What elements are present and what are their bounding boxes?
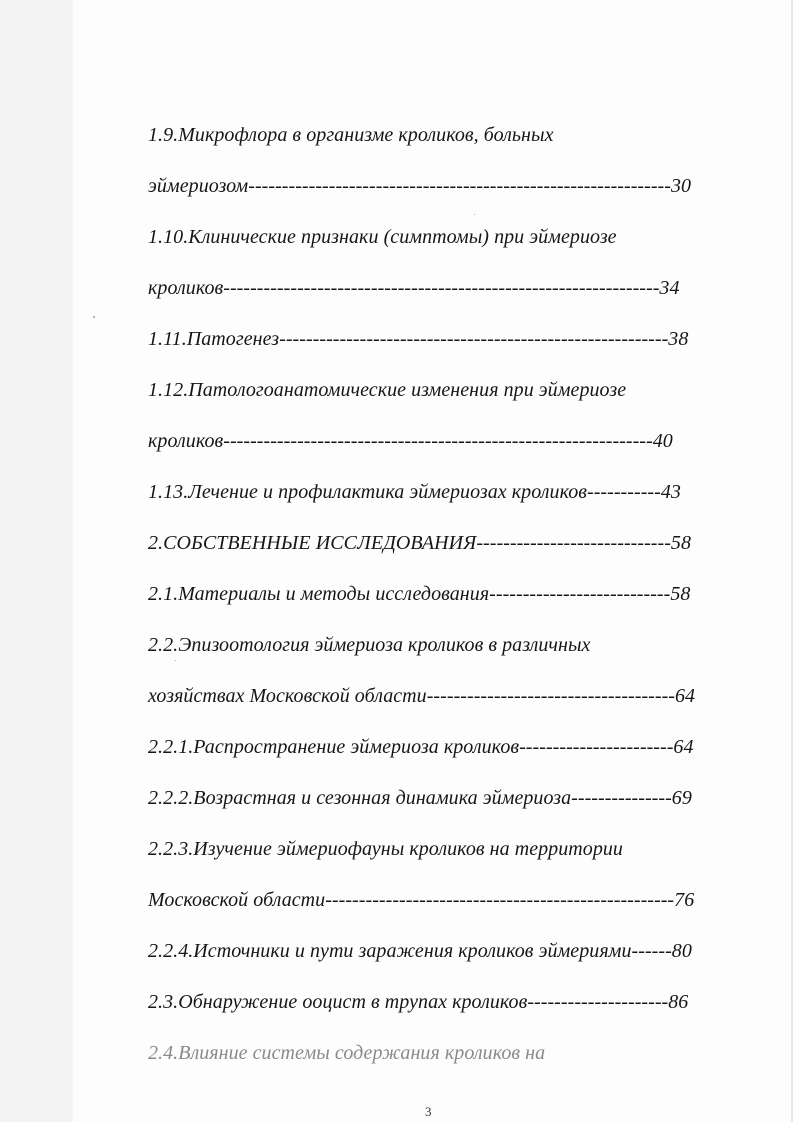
toc-line: 1.13.Лечение и профилактика эймериозах кроликов-----------43 (148, 481, 681, 503)
toc-line: 1.11.Патогенез----------------------------------------------------------38 (148, 328, 689, 350)
toc-line: 2.2.2.Возрастная и сезонная динамика эймериоза---------------69 (148, 787, 692, 809)
toc-line: 2.СОБСТВЕННЫЕ ИССЛЕДОВАНИЯ-----------------------------58 (148, 532, 692, 554)
toc-line: 1.9.Микрофлора в организме кроликов, больных (148, 124, 554, 146)
toc-line: 2.2.1.Распространение эймериоза кроликов-----------------------64 (148, 736, 694, 758)
toc-line: 1.12.Патологоанатомические изменения при эймериозе (148, 379, 627, 401)
toc-line: 2.2.3.Изучение эймериофауны кроликов на территории (148, 838, 623, 860)
page-number: 3 (425, 1104, 432, 1119)
toc-line: 2.4.Влияние системы содержания кроликов на (148, 1042, 546, 1064)
toc-line: Московской области----------------------------------------------------76 (148, 889, 695, 911)
toc-line: 2.3.Обнаружение ооцист в трупах кроликов---------------------86 (148, 991, 689, 1013)
scan-speck (93, 316, 95, 318)
toc-line: 2.1.Материалы и методы исследования---------------------------58 (148, 583, 691, 605)
toc-line: хозяйствах Московской области-------------------------------------64 (148, 685, 696, 707)
toc-line: 2.2.Эпизоотология эймериоза кроликов в различных (148, 634, 591, 656)
toc-line: 2.2.4.Источники и пути заражения кроликов эймериями------80 (148, 940, 692, 962)
toc-line: кроликов-----------------------------------------------------------------34 (148, 277, 680, 299)
toc-line: эймериозом---------------------------------------------------------------30 (148, 175, 692, 197)
toc-line: кроликов----------------------------------------------------------------40 (148, 430, 673, 452)
toc-line: 1.10.Клинические признаки (симптомы) при эймериозе (148, 226, 617, 248)
scan-shadow-left (0, 0, 73, 1122)
table-of-contents (148, 118, 728, 1087)
